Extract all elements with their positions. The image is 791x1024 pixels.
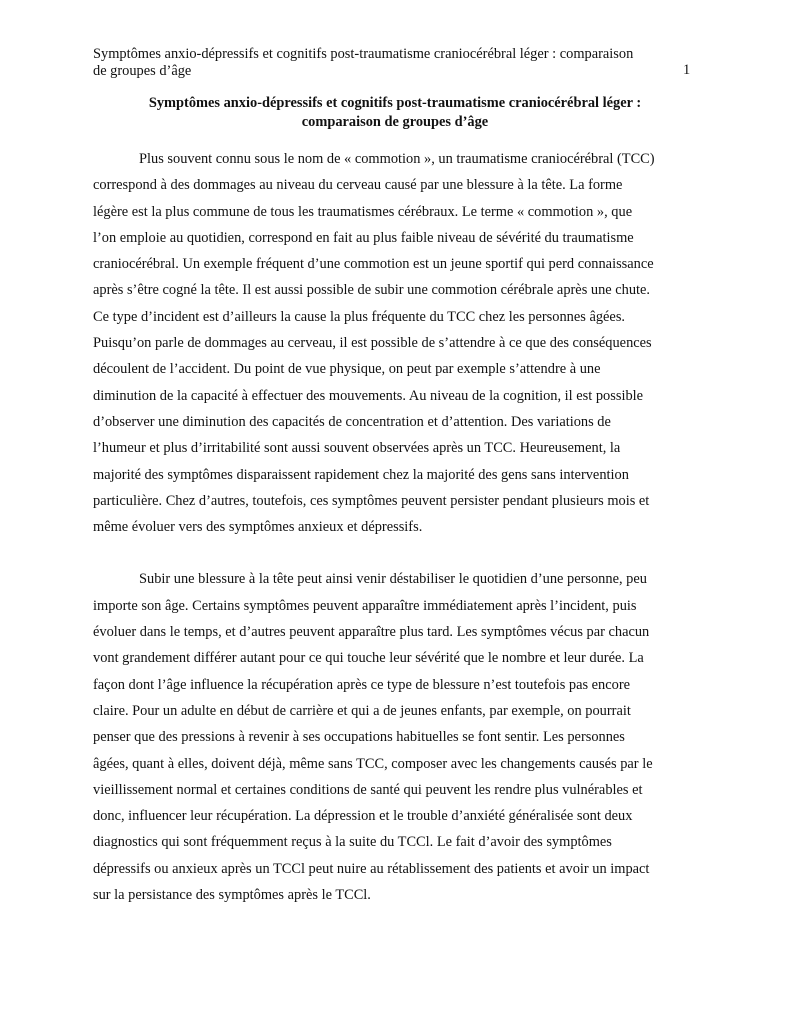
text-line: vont grandement différer autant pour ce qui touche leur sévérité que le nombre et leur durée. La	[93, 650, 644, 667]
text-line: particulière. Chez d’autres, toutefois, ces symptômes peuvent persister pendant plusieurs mois et	[93, 492, 650, 509]
text-line: sur la persistance des symptômes après le TCCl.	[93, 887, 371, 904]
document-title	[93, 94, 697, 132]
text-line: diminution de la capacité à effectuer des mouvements. Au niveau de la cognition, il est possible	[93, 387, 644, 404]
text-line: donc, influencer leur récupération. La dépression et le trouble d’anxiété généralisée sont deux	[93, 808, 633, 825]
text-line: d’observer une diminution des capacités de concentration et d’attention. Des variations de	[93, 413, 611, 430]
text-line: même évoluer vers des symptômes anxieux et dépressifs.	[93, 519, 423, 536]
text-line: importe son âge. Certains symptômes peuvent apparaître immédiatement après l’incident, puis	[93, 597, 637, 614]
text-line: Subir une blessure à la tête peut ainsi venir déstabiliser le quotidien d’une personne, peu	[139, 571, 647, 588]
title-line: comparaison de groupes d’âge	[301, 114, 489, 130]
text-line: après s’être cogné la tête. Il est aussi possible de subir une commotion cérébrale après une chute.	[93, 282, 651, 299]
text-line: diagnostics qui sont fréquemment reçus à la suite du TCCl. Le fait d’avoir des symptômes	[93, 834, 612, 851]
text-line: évoluer dans le temps, et d’autres peuvent apparaître plus tard. Les symptômes vécus par chacun	[93, 624, 650, 641]
page-number: 1	[683, 62, 691, 78]
text-line: dépressifs ou anxieux après un TCCl peut nuire au rétablissement des patients et avoir un impact	[93, 860, 650, 877]
text-line: craniocérébral. Un exemple fréquent d’une commotion est un jeune sportif qui perd connaissance	[93, 256, 654, 273]
text-line: Ce type d’incident est d’ailleurs la cause la plus fréquente du TCC chez les personnes âgées.	[93, 308, 626, 325]
paragraph-spacer	[93, 540, 707, 566]
paragraph-2	[93, 566, 707, 908]
running-head-line: de groupes d’âge	[93, 63, 192, 79]
text-line: Puisqu’on parle de dommages au cerveau, il est possible de s’attendre à ce que des conséquences	[93, 335, 652, 352]
text-line: Plus souvent connu sous le nom de « commotion », un traumatisme craniocérébral (TCC)	[139, 151, 655, 167]
title-line: Symptômes anxio-dépressifs et cognitifs post-traumatisme craniocérébral léger :	[148, 95, 642, 111]
text-line: l’humeur et plus d’irritabilité sont aussi souvent observées après un TCC. Heureusement, la	[93, 440, 621, 457]
text-line: vieillissement normal et certaines conditions de santé qui peuvent les rendre plus vulnérables et	[93, 781, 643, 798]
text-line: façon dont l’âge influence la récupération après ce type de blessure n’est toutefois pas encore	[93, 676, 631, 693]
running-head	[93, 46, 653, 80]
text-line: claire. Pour un adulte en début de carrière et qui a de jeunes enfants, par exemple, on pourrait	[93, 702, 631, 719]
text-line: découlent de l’accident. Du point de vue physique, on peut par exemple s’attendre à une	[93, 361, 601, 378]
text-line: légère est la plus commune de tous les traumatismes cérébraux. Le terme « commotion », que	[93, 203, 633, 220]
text-line: penser que des pressions à revenir à ses occupations habituelles se font sentir. Les personnes	[93, 729, 625, 746]
text-line: correspond à des dommages au niveau du cerveau causé par une blessure à la tête. La forme	[93, 177, 623, 194]
text-line: majorité des symptômes disparaissent rapidement chez la majorité des gens sans intervention	[93, 466, 629, 483]
document-body	[93, 146, 707, 908]
paragraph-1	[93, 146, 707, 540]
text-line: âgées, quant à elles, doivent déjà, même sans TCC, composer avec les changements causés par le	[93, 755, 653, 772]
running-head-line: Symptômes anxio-dépressifs et cognitifs post-traumatisme craniocérébral léger : comparaison	[93, 46, 634, 62]
text-line: l’on emploie au quotidien, correspond en fait au plus faible niveau de sévérité du traumatisme	[93, 229, 634, 246]
